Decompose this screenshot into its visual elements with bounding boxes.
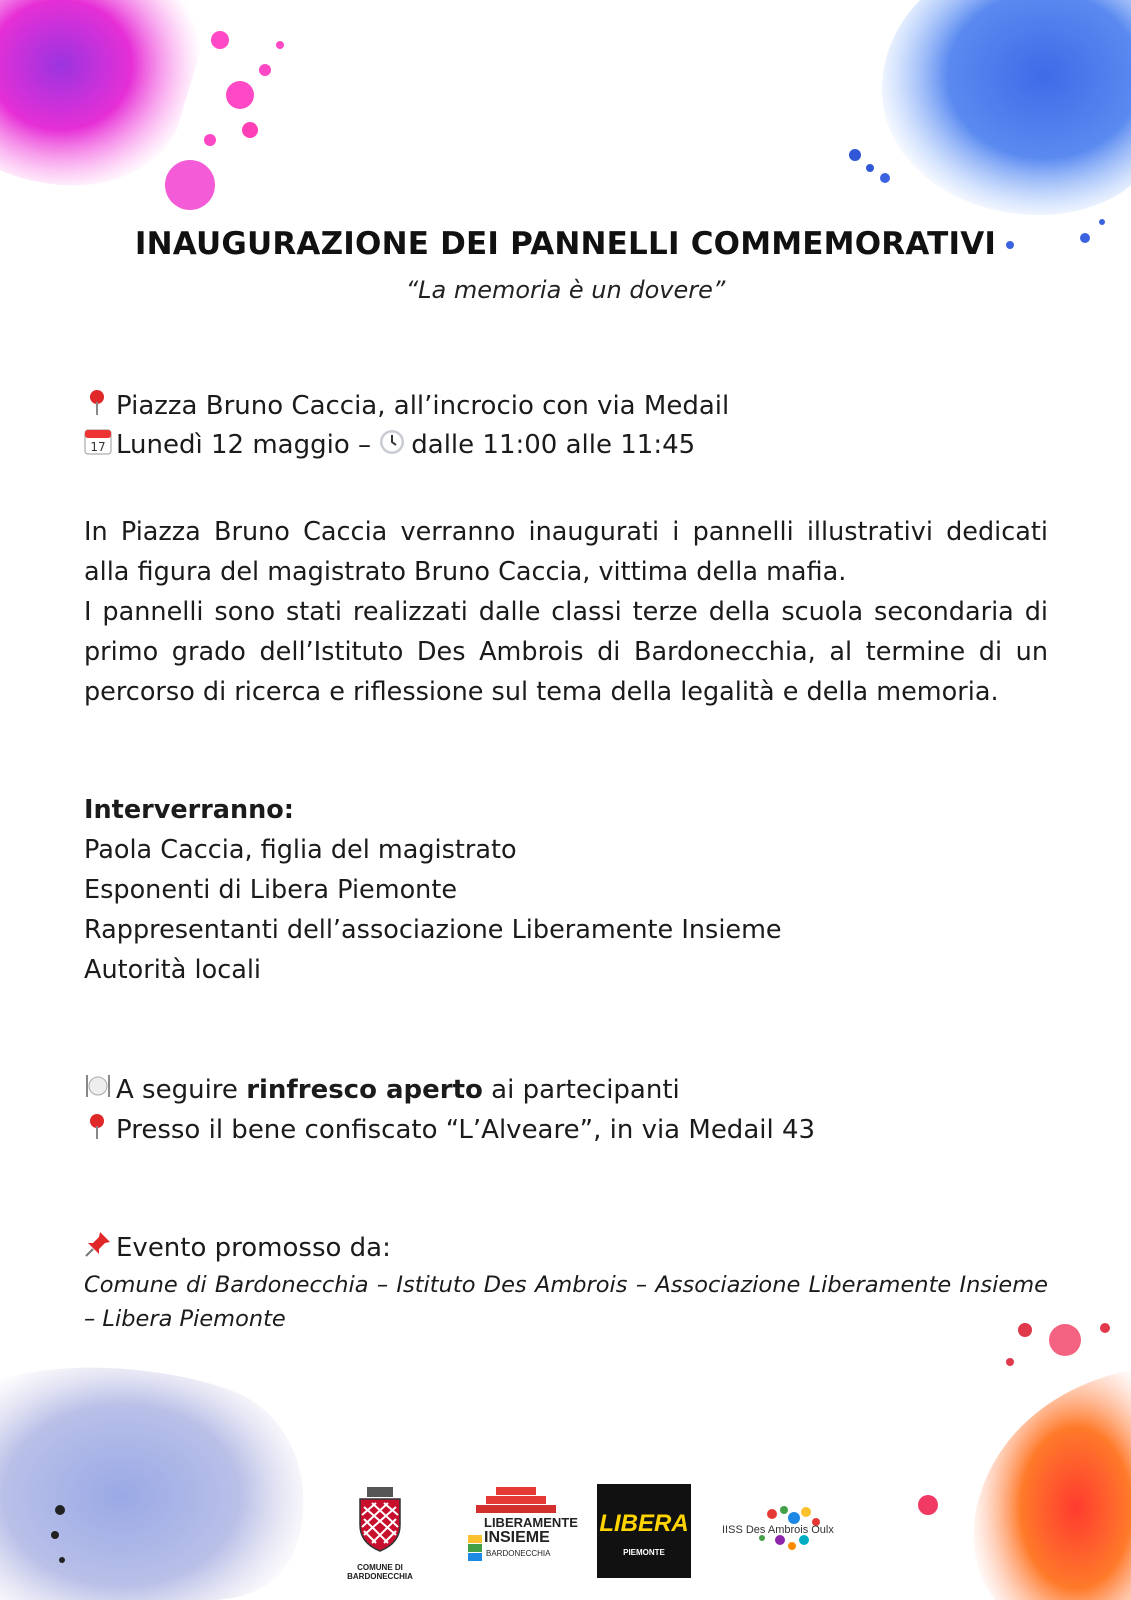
- refreshment-location: Presso il bene confiscato “L’Alveare”, in via Medail 43: [116, 1115, 816, 1145]
- event-date: Lunedì 12 maggio –: [116, 430, 371, 460]
- libera-logo-subtext: PIEMONTE: [623, 1548, 665, 1557]
- iiss-des-ambrois-logo: [722, 1500, 852, 1574]
- promoted-by-line: [84, 1230, 391, 1265]
- event-location: Piazza Bruno Caccia, all’incrocio con via Medail: [116, 391, 730, 421]
- calendar-icon: [84, 427, 110, 462]
- organizers-list: Comune di Bardonecchia – Istituto Des Ambrois – Associazione Liberamente Insieme – Libera Piemonte: [84, 1272, 1048, 1332]
- refreshment-highlight: rinfresco aperto: [246, 1075, 483, 1105]
- description-paragraph-2: I pannelli sono stati realizzati dalle classi terze della scuola secondaria di primo grado dell’Istituto Des Ambrois di Bardonecchia, al termine di un percorso di ricerca e riflessione sul tema della legalità e della memoria.: [84, 597, 1048, 707]
- round-pushpin-icon: [84, 388, 110, 423]
- svg-text:17: 17: [90, 440, 106, 454]
- event-time: dalle 11:00 alle 11:45: [411, 430, 696, 460]
- iiss-logo-text: IISS Des Ambrois Oulx: [722, 1524, 834, 1536]
- event-location-line: [84, 388, 729, 423]
- event-description: [84, 512, 1048, 712]
- pushpin-icon: [84, 1230, 110, 1265]
- page-subtitle: “La memoria è un dovere”: [405, 276, 726, 304]
- libera-piemonte-logo: [597, 1484, 691, 1578]
- liberamente-text-1: LIBERAMENTE: [484, 1515, 578, 1530]
- magenta-watercolor-splash: [0, 0, 300, 230]
- liberamente-text-3: BARDONECCHIA: [486, 1549, 551, 1558]
- liberamente-text-2: INSIEME: [484, 1529, 550, 1546]
- speakers-heading: Interverranno:: [84, 795, 295, 825]
- lavender-watercolor-splash: [0, 1360, 330, 1600]
- comune-bardonecchia-logo: [340, 1485, 420, 1581]
- speakers-section: [84, 790, 782, 990]
- refreshment-prefix: A seguire: [116, 1075, 238, 1105]
- refreshment-location-line: [84, 1112, 815, 1147]
- libera-logo-text: LIBERA: [599, 1510, 689, 1537]
- page-title: INAUGURAZIONE DEI PANNELLI COMMEMORATIVI: [134, 226, 997, 262]
- description-paragraph-1: In Piazza Bruno Caccia verranno inaugurati i pannelli illustrativi dedicati alla figura del magistrato Bruno Caccia, vittima della mafia.: [84, 517, 1048, 587]
- orange-watercolor-splash: [900, 1310, 1131, 1600]
- event-date-line: [84, 427, 695, 462]
- comune-logo-text: COMUNE DI BARDONECCHIA: [347, 1563, 413, 1581]
- fork-knife-plate-icon: [84, 1072, 110, 1107]
- promoted-by-label: Evento promosso da:: [116, 1233, 391, 1263]
- clock-icon: [379, 429, 405, 462]
- liberamente-insieme-logo: [466, 1485, 578, 1569]
- speaker-item: Autorità locali: [84, 955, 262, 985]
- refreshment-suffix: ai partecipanti: [491, 1075, 680, 1105]
- blue-watercolor-splash: [830, 0, 1131, 260]
- refreshment-line: [84, 1072, 680, 1107]
- round-pushpin-icon: [84, 1112, 110, 1147]
- speaker-item: Esponenti di Libera Piemonte: [84, 875, 458, 905]
- speaker-item: Rappresentanti dell’associazione Liberamente Insieme: [84, 915, 782, 945]
- speaker-item: Paola Caccia, figlia del magistrato: [84, 835, 517, 865]
